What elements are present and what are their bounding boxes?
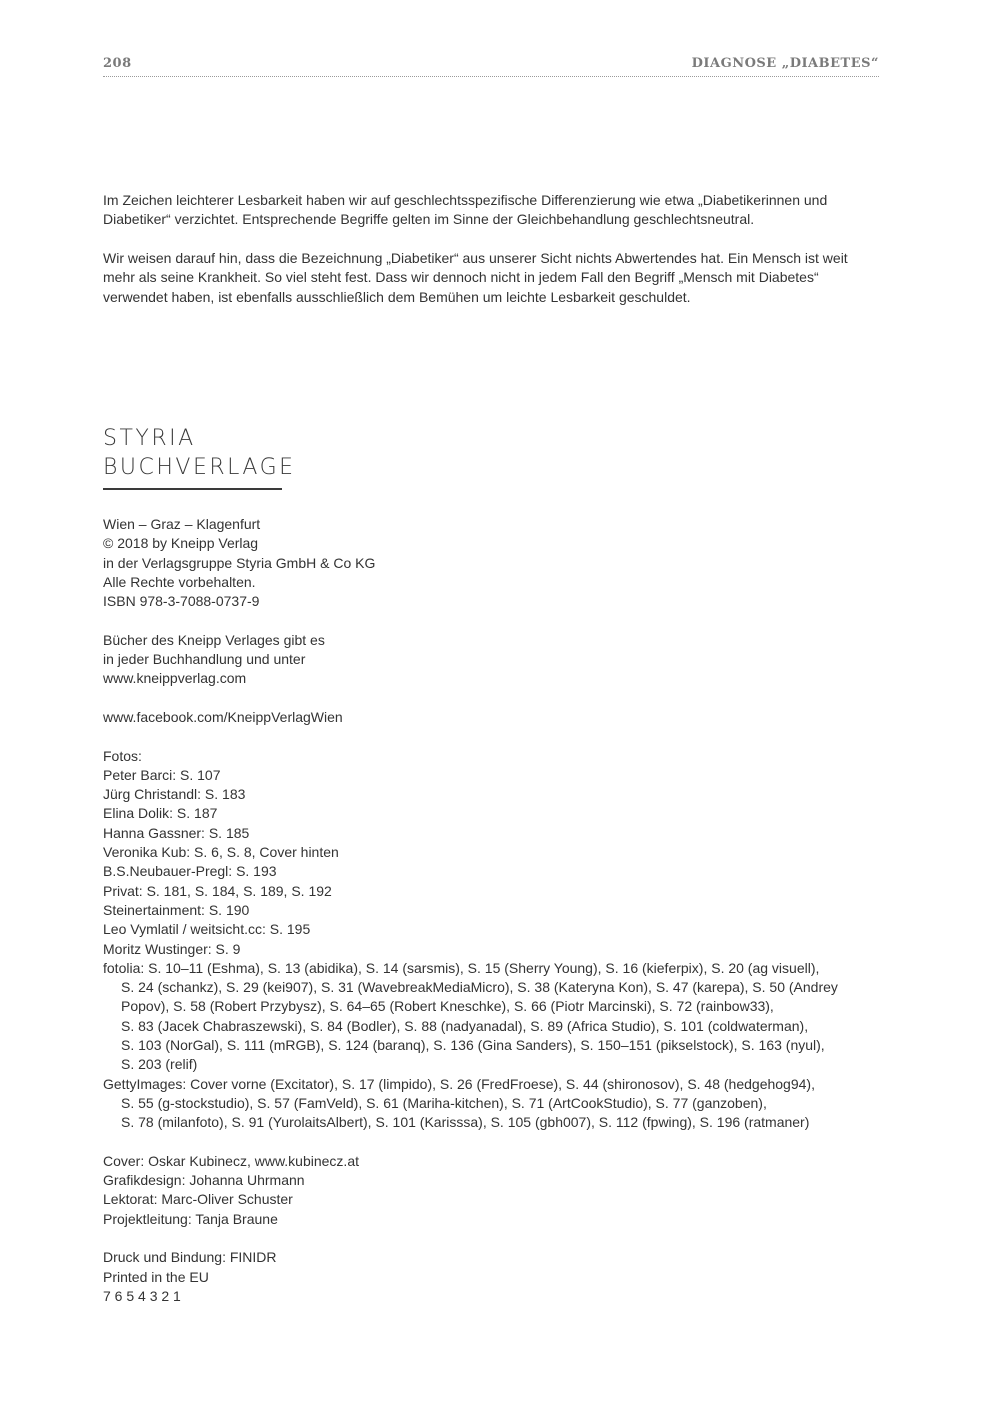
getty-credits: GettyImages: Cover vorne (Excitator), S. 17 (limpido), S. 26 (FredFroese), S. 44 (shironosov), S. 48 (hedgehog94), xyxy=(103,1075,815,1092)
staff-credit: Cover: Oskar Kubinecz, www.kubinecz.at xyxy=(103,1152,359,1169)
staff-credit: Grafikdesign: Johanna Uhrmann xyxy=(103,1172,305,1189)
spacer xyxy=(103,1229,893,1248)
photo-credit: Veronika Kub: S. 6, S. 8, Cover hinten xyxy=(103,844,339,861)
print-run: 7 6 5 4 3 2 1 xyxy=(103,1287,181,1304)
photo-credit: B.S.Neubauer-Pregl: S. 193 xyxy=(103,863,277,880)
notice-paragraph: Im Zeichen leichterer Lesbarkeit haben wir auf geschlechtsspezifische Differenzierung wie etwa „Diabetikerinnen und Diabetiker“ verzichtet. Entsprechende Begriffe gelten im Sinne der Gleichbehandlung geschlechtsneutral. xyxy=(103,192,828,228)
getty-credits: S. 55 (g-stockstudio), S. 57 (FamVeld), S. 61 (Mariha-kitchen), S. 71 (ArtCookStudio), S. 77 (ganzoben), xyxy=(121,1094,767,1111)
fotolia-credits: S. 103 (NorGal), S. 111 (mRGB), S. 124 (baranq), S. 136 (Gina Sanders), S. 150–151 (pikselstock), S. 163 (nyul), xyxy=(121,1037,825,1054)
section-title: DIAGNOSE „DIABETES“ xyxy=(691,56,879,71)
imprint-line: Alle Rechte vorbehalten. xyxy=(103,573,256,590)
fotolia-credits: S. 83 (Jacek Chabraszewski), S. 84 (Bodler), S. 88 (nadyanadal), S. 89 (Africa Studio), S. 101 (coldwaterman), xyxy=(121,1017,809,1034)
language-notice xyxy=(103,191,883,326)
staff-credit: Lektorat: Marc-Oliver Schuster xyxy=(103,1191,293,1208)
spacer xyxy=(103,1133,893,1152)
fotolia-credits: S. 24 (schankz), S. 29 (kei907), S. 31 (WavebreakMediaMicro), S. 38 (Kateryna Kon), S. 47 (karepa), S. 50 (Andrey xyxy=(121,979,838,996)
imprint-line: in der Verlagsgruppe Styria GmbH & Co KG xyxy=(103,554,376,571)
photo-credit: Jürg Christandl: S. 183 xyxy=(103,786,246,803)
photo-credit: Privat: S. 181, S. 184, S. 189, S. 192 xyxy=(103,882,332,899)
getty-credits: S. 78 (milanfoto), S. 91 (YurolaitsAlbert), S. 101 (Karisssa), S. 105 (gbh007), S. 112 (fpwing), S. 196 (ratmaner) xyxy=(121,1114,810,1131)
photo-credit: Hanna Gassner: S. 185 xyxy=(103,824,250,841)
photo-credit: Moritz Wustinger: S. 9 xyxy=(103,940,241,957)
running-header xyxy=(103,54,879,77)
imprint xyxy=(103,515,893,1306)
fotolia-credits: S. 203 (relif) xyxy=(121,1056,198,1073)
imprint-line: Bücher des Kneipp Verlages gibt es xyxy=(103,631,325,648)
photo-credit: Elina Dolik: S. 187 xyxy=(103,805,218,822)
imprint-line: Wien – Graz – Klagenfurt xyxy=(103,516,261,532)
website-link: www.kneippverlag.com xyxy=(103,670,247,687)
fotolia-credits: Popov), S. 58 (Robert Przybysz), S. 64–65 (Robert Kneschke), S. 66 (Piotr Marcinski), S. 72 (rainbow33), xyxy=(121,998,774,1015)
spacer xyxy=(103,727,893,746)
isbn: ISBN 978-3-7088-0737-9 xyxy=(103,593,260,610)
facebook-link: www.facebook.com/KneippVerlagWien xyxy=(103,708,343,725)
spacer xyxy=(103,611,893,630)
printing-line: Printed in the EU xyxy=(103,1268,209,1285)
fotolia-credits: fotolia: S. 10–11 (Eshma), S. 13 (abidika), S. 14 (sarsmis), S. 15 (Sherry Young), S. 16 (kieferpix), S. 20 (ag visuell), xyxy=(103,959,820,976)
imprint-line: in jeder Buchhandlung und unter xyxy=(103,651,306,668)
printing-line: Druck und Bindung: FINIDR xyxy=(103,1249,277,1266)
logo-line: STYRIA xyxy=(103,426,196,451)
notice-paragraph: Wir weisen darauf hin, dass die Bezeichnung „Diabetiker“ aus unserer Sicht nichts Abwertendes hat. Ein Mensch ist weit mehr als seine Krankheit. So viel steht fest. Dass wir dennoch nicht in jedem Fall den Begriff „Mensch mit Diabetes“ verwendet haben, ist ebenfalls ausschließlich dem Bemühen um leichte Lesbarkeit geschuldet. xyxy=(103,249,848,305)
photo-credit: Leo Vymlatil / weitsicht.cc: S. 195 xyxy=(103,921,311,938)
staff-credit: Projektleitung: Tanja Braune xyxy=(103,1210,278,1227)
logo-underline xyxy=(103,488,282,490)
imprint-line: © 2018 by Kneipp Verlag xyxy=(103,535,259,552)
spacer xyxy=(103,689,893,708)
publisher-logo xyxy=(103,424,296,490)
page-number: 208 xyxy=(103,56,132,71)
logo-line: BUCHVERLAGE xyxy=(103,455,296,480)
photos-heading: Fotos: xyxy=(103,747,142,764)
photo-credit: Peter Barci: S. 107 xyxy=(103,766,221,783)
photo-credit: Steinertainment: S. 190 xyxy=(103,901,250,918)
